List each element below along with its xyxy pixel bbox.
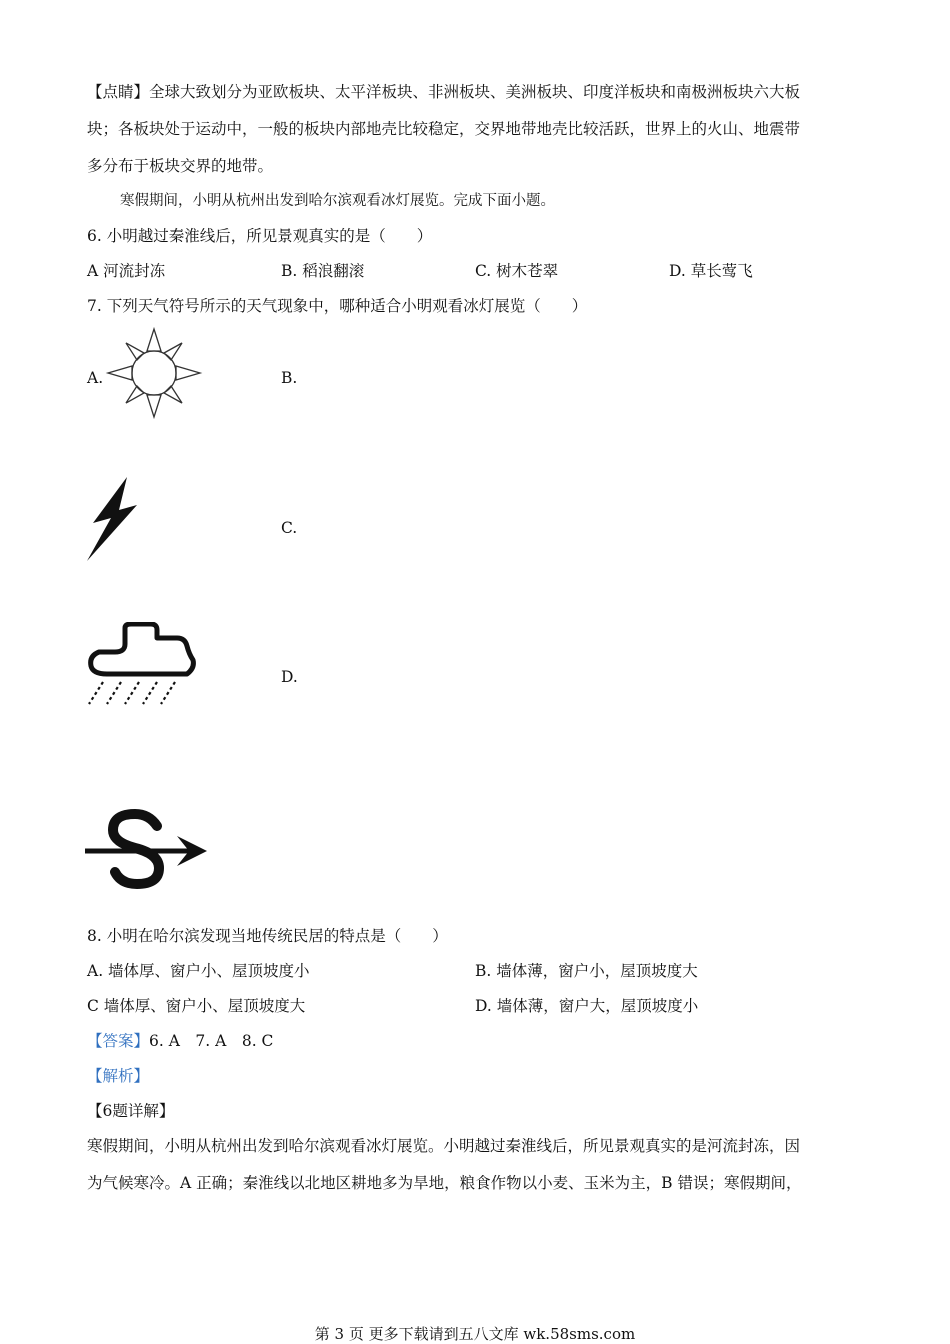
q8-option-c: C 墙体厚、窗户小、屋顶坡度大 — [87, 997, 306, 1015]
sun-icon — [104, 326, 204, 422]
detail6-line-2: 为气候寒冷。A 正确；秦淮线以北地区耕地多为旱地，粮食作物以小麦、玉米为主，B 错误；寒假期间， — [87, 1174, 802, 1192]
analysis-label: 【解析】 — [87, 1067, 150, 1085]
detail6-label: 【6题详解】 — [87, 1102, 175, 1120]
dianjing-line-2: 块；各板块处于运动中，一般的板块内部地壳比较稳定，交界地带地壳比较活跃，世界上的火山、地震带 — [87, 120, 801, 138]
q6-option-b: B. 稻浪翻滚 — [281, 262, 365, 280]
dianjing-line-1: 【点睛】全球大致划分为亚欧板块、太平洋板块、非洲板块、美洲板块、印度洋板块和南极洲板块六大板 — [87, 83, 801, 101]
q8-option-b: B. 墙体薄，窗户小，屋顶坡度大 — [475, 962, 698, 980]
q7-label-d: D. — [281, 668, 298, 686]
q7-stem: 7. 下列天气符号所示的天气现象中，哪种适合小明观看冰灯展览（ ） — [87, 297, 588, 315]
answer-line — [87, 1031, 273, 1051]
detail6-line-1: 寒假期间，小明从杭州出发到哈尔滨观看冰灯展览。小明越过秦淮线后，所见景观真实的是河流封冻，因 — [87, 1137, 801, 1155]
q7-label-b: B. — [281, 369, 298, 387]
q6-option-c: C. 树木苍翠 — [475, 262, 559, 280]
q6-option-a: A 河流封冻 — [87, 262, 166, 280]
q7-label-c: C. — [281, 519, 298, 537]
sandstorm-icon — [85, 808, 211, 890]
lightning-icon — [85, 476, 141, 562]
rain-cloud-icon — [85, 622, 199, 708]
dianjing-label: 【点睛】 — [87, 83, 150, 101]
answer-label: 【答案】 — [87, 1032, 150, 1050]
q7-label-a: A. — [87, 369, 104, 387]
q6-option-d: D. 草长莺飞 — [669, 262, 753, 280]
q6-stem: 6. 小明越过秦淮线后，所见景观真实的是（ ） — [87, 227, 433, 245]
q8-option-d: D. 墙体薄，窗户大，屋顶坡度小 — [475, 997, 699, 1015]
answer-value: 6. A 7. A 8. C — [149, 1032, 274, 1050]
page-footer: 第 3 页 更多下载请到五八文库 wk.58sms.com — [314, 1325, 636, 1343]
dianjing-line-3: 多分布于板块交界的地带。 — [87, 157, 274, 175]
group-intro: 寒假期间，小明从杭州出发到哈尔滨观看冰灯展览。完成下面小题。 — [120, 193, 555, 209]
q8-stem: 8. 小明在哈尔滨发现当地传统民居的特点是（ ） — [87, 927, 448, 945]
q8-option-a: A. 墙体厚、窗户小、屋顶坡度小 — [87, 962, 310, 980]
